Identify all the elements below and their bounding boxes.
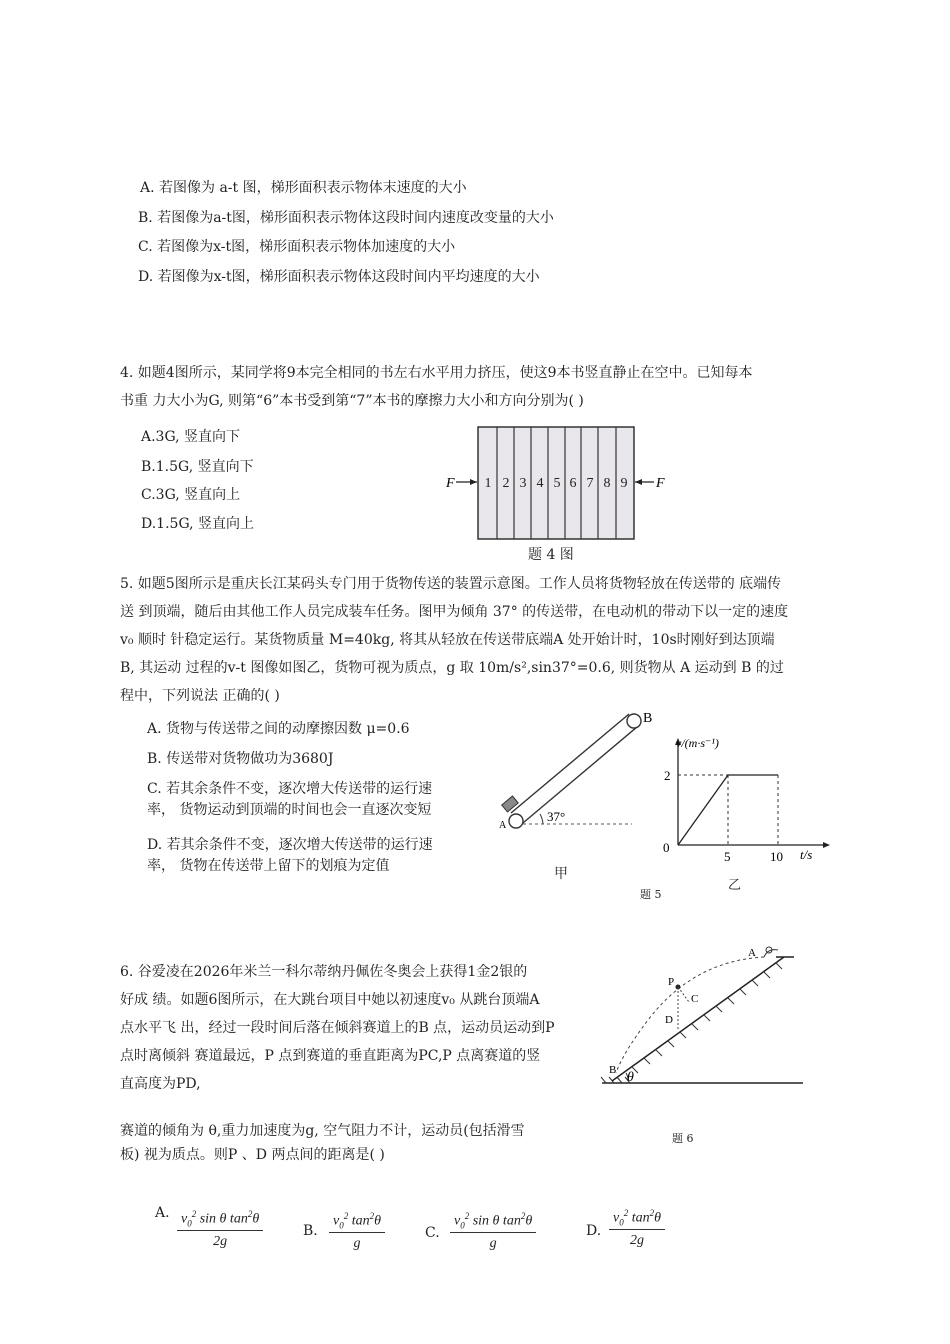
- q4-stem-line-1: 4. 如题4图所示，某同学将9本完全相同的书左右水平用力挤压，使这9本书竖直静止在空中。已知每本: [120, 365, 753, 381]
- q3-option-c: C. 若图像为x-t图，梯形面积表示物体加速度的大小: [138, 239, 456, 255]
- chart-y-axis-label: v/(m·s⁻¹): [676, 736, 719, 750]
- chart-x-axis-label: t/s: [800, 847, 813, 862]
- q5-option-a: A. 货物与传送带之间的动摩擦因数 μ=0.6: [147, 721, 410, 737]
- chart-x-tick-label: 5: [724, 849, 731, 864]
- q5-angle-label: 37°: [547, 809, 566, 824]
- q5-option-c-line-1: C. 若其余条件不变，逐次增大传送带的运行速: [147, 781, 433, 797]
- book-number: 1: [484, 476, 492, 491]
- q3-option-a: A. 若图像为 a-t 图，梯形面积表示物体末速度的大小: [140, 180, 467, 196]
- q5-stem-line-2: 送 到顶端，随后由其他工作人员完成装车任务。图甲为倾角 37° 的传送带，在电动机的带动下以一定的速度: [120, 604, 789, 620]
- q6-option-b-fraction: $\frac{v_0^2 \tan^2\theta}{g}$: [329, 1211, 385, 1252]
- q5-point-b-label: B: [643, 711, 653, 726]
- q5-stem-line-3: v₀ 顺时 针稳定运行。某货物质量 M=40kg, 将其从轻放在传送带底端A 处开始计时，10s时刚好到达顶端: [120, 632, 775, 648]
- q5-figure-left-caption: 甲: [554, 866, 568, 882]
- q6-option-d-fraction: $\frac{v_0^2 \tan^2\theta}{2g}$: [609, 1208, 665, 1249]
- q6-stem-line-5: 直高度为PD,: [120, 1076, 201, 1092]
- q4-option-c: C.3G, 竖直向上: [141, 487, 241, 503]
- q6-stem-line-7: 板) 视为质点。则P 、D 两点间的距离是( ): [120, 1147, 385, 1163]
- q5-stem-line-1: 5. 如题5图所示是重庆长江某码头专门用于货物传送的装置示意图。工作人员将货物轻放在传送带的 底端传: [120, 576, 782, 592]
- q4-figure-caption: 题 4 图: [528, 547, 574, 563]
- label-p: P: [668, 976, 675, 988]
- q6-stem-line-1: 6. 谷爱凌在2026年米兰一科尔蒂纳丹佩佐冬奥会上获得1金2银的: [120, 964, 528, 980]
- q6-stem-line-3: 点水平飞 出，经过一段时间后落在倾斜赛道上的B 点，运动员运动到P: [120, 1020, 555, 1036]
- q5-figure-right-caption: 乙: [728, 878, 742, 893]
- q6-option-c-fraction: $\frac{v_0^2 \sin \theta \tan^2\theta}{g}$: [450, 1211, 536, 1252]
- book-number: 6: [569, 476, 577, 491]
- book-number: 8: [603, 476, 611, 491]
- q5-option-b: B. 传送带对货物做功为3680J: [147, 751, 334, 767]
- q5-option-d-line-2: 率， 货物在传送带上留下的划痕为定值: [147, 858, 390, 874]
- book-number: 4: [536, 476, 544, 491]
- q5-stem-line-5: 程中，下列说法 正确的( ): [120, 688, 280, 704]
- chart-series-line: [678, 775, 778, 845]
- label-d: D: [665, 1014, 673, 1026]
- q6-figure-caption: 题 6: [672, 1132, 694, 1145]
- q6-stem-line-4: 点时离倾斜 赛道最远，P 点到赛道的垂直距离为PC,P 点离赛道的竖: [120, 1048, 541, 1064]
- q3-option-b: B. 若图像为a-t图，梯形面积表示物体这段时间内速度改变量的大小: [138, 210, 554, 226]
- q4-option-b: B.1.5G, 竖直向下: [141, 459, 254, 475]
- q5-conveyor-figure: [495, 710, 665, 840]
- label-b: B: [609, 1064, 617, 1076]
- book-number: 3: [519, 476, 527, 491]
- q4-books-figure: [440, 425, 680, 545]
- label-c: C: [691, 993, 699, 1005]
- q4-option-d: D.1.5G, 竖直向上: [141, 516, 255, 532]
- q6-stem-line-2: 好成 绩。如题6图所示，在大跳台项目中她以初速度v₀ 从跳台顶端A: [120, 992, 540, 1008]
- q6-option-b-letter: B.: [303, 1223, 318, 1239]
- chart-x-axis-arrow: [823, 842, 830, 848]
- q5-vt-chart: [650, 735, 835, 905]
- q5-stem-line-4: B, 其运动 过程的v-t 图像如图乙，货物可视为质点，g 取 10m/s²,sin37°=0.6, 则货物从 A 运动到 B 的过: [120, 660, 784, 676]
- q6-option-a-fraction: $\frac{v_0^2 \sin \theta \tan^2\theta}{2g}$: [177, 1209, 263, 1250]
- q6-option-c-letter: C.: [425, 1225, 440, 1241]
- force-label-left: F: [446, 476, 455, 491]
- q6-stem-line-6: 赛道的倾角为 θ,重力加速度为g, 空气阻力不计，运动员(包括滑雪: [120, 1123, 525, 1139]
- label-theta: θ: [627, 1070, 634, 1085]
- q6-ski-jump-figure: [598, 935, 808, 1085]
- chart-x-tick-label: 10: [770, 849, 783, 864]
- q5-point-a-label: A: [499, 820, 507, 831]
- force-label-right: F: [656, 476, 665, 491]
- q5-option-c-line-2: 率， 货物运动到顶端的时间也会一直逐次变短: [147, 802, 432, 818]
- chart-origin-label: 0: [663, 840, 670, 855]
- q5-figure-caption-partial: 题 5: [640, 888, 662, 901]
- q5-option-d-line-1: D. 若其余条件不变，逐次增大传送带的运行速: [147, 837, 433, 853]
- book-number: 7: [586, 476, 594, 491]
- q6-option-d-letter: D.: [586, 1223, 602, 1239]
- q3-option-d: D. 若图像为x-t图，梯形面积表示物体这段时间内平均速度的大小: [138, 269, 540, 285]
- label-a: A: [748, 947, 756, 959]
- book-number: 2: [502, 476, 510, 491]
- q4-stem-line-2: 书重 力大小为G, 则第“6”本书受到第“7”本书的摩擦力大小和方向分别为( ): [120, 393, 584, 409]
- book-number: 5: [553, 476, 561, 491]
- q4-option-a: A.3G, 竖直向下: [141, 429, 241, 445]
- q6-option-a-letter: A.: [155, 1205, 170, 1221]
- chart-y-tick-label: 2: [664, 768, 671, 783]
- book-number: 9: [620, 476, 628, 491]
